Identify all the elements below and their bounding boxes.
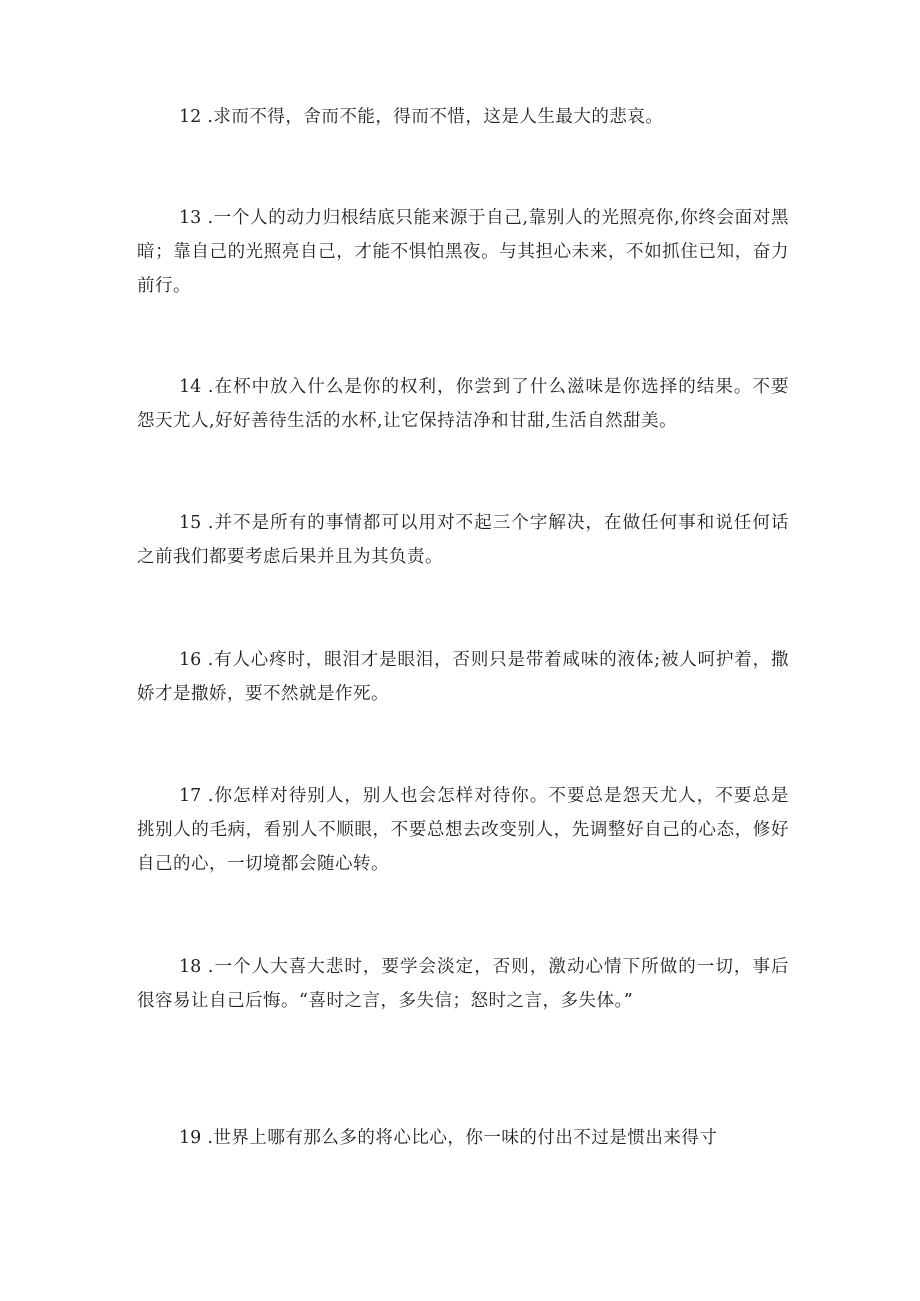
quote-number: 18 (179, 957, 202, 977)
quote-text: .有人心疼时，眼泪才是眼泪，否则只是带着咸味的液体;被人呵护着，撒娇才是撒娇，要不然就是作死。 (137, 650, 789, 704)
quote-number: 15 (179, 513, 202, 533)
quote-text: .世界上哪有那么多的将心比心，你一味的付出不过是惯出来得寸 (207, 1128, 718, 1148)
quote-paragraph-17 (137, 779, 789, 881)
quote-number: 13 (179, 208, 202, 228)
quote-paragraph-13 (137, 201, 789, 303)
quote-text: .在杯中放入什么是你的权利，你尝到了什么滋味是你选择的结果。不要怨天尤人,好好善待生活的水杯,让它保持洁净和甘甜,生活自然甜美。 (137, 377, 789, 431)
quote-text: .求而不得，舍而不能，得而不惜，这是人生最大的悲哀。 (207, 107, 664, 127)
quote-paragraph-19 (137, 1121, 789, 1155)
quote-paragraph-12 (137, 100, 789, 134)
quote-text: .一个人的动力归根结底只能来源于自己,靠别人的光照亮你,你终会面对黑暗；靠自己的光照亮自己，才能不惧怕黑夜。与其担心未来，不如抓住已知，奋力前行。 (137, 208, 789, 296)
quote-number: 17 (179, 786, 202, 806)
quote-paragraph-15 (137, 506, 789, 574)
quote-paragraph-14 (137, 370, 789, 438)
quote-text: .并不是所有的事情都可以用对不起三个字解决，在做任何事和说任何话之前我们都要考虑后果并且为其负责。 (137, 513, 789, 567)
quote-text: .一个人大喜大悲时，要学会淡定，否则，激动心情下所做的一切，事后很容易让自己后悔。“喜时之言，多失信；怒时之言，多失体。” (137, 957, 789, 1011)
quote-text: .你怎样对待别人，别人也会怎样对待你。不要总是怨天尤人，不要总是挑别人的毛病，看别人不顺眼，不要总想去改变别人，先调整好自己的心态，修好自己的心，一切境都会随心转。 (137, 786, 789, 874)
quote-paragraph-18 (137, 950, 789, 1018)
quote-number: 14 (179, 377, 202, 397)
quote-paragraph-16 (137, 643, 789, 711)
quote-number: 19 (179, 1128, 202, 1148)
quote-number: 16 (179, 650, 202, 670)
quote-number: 12 (179, 107, 202, 127)
